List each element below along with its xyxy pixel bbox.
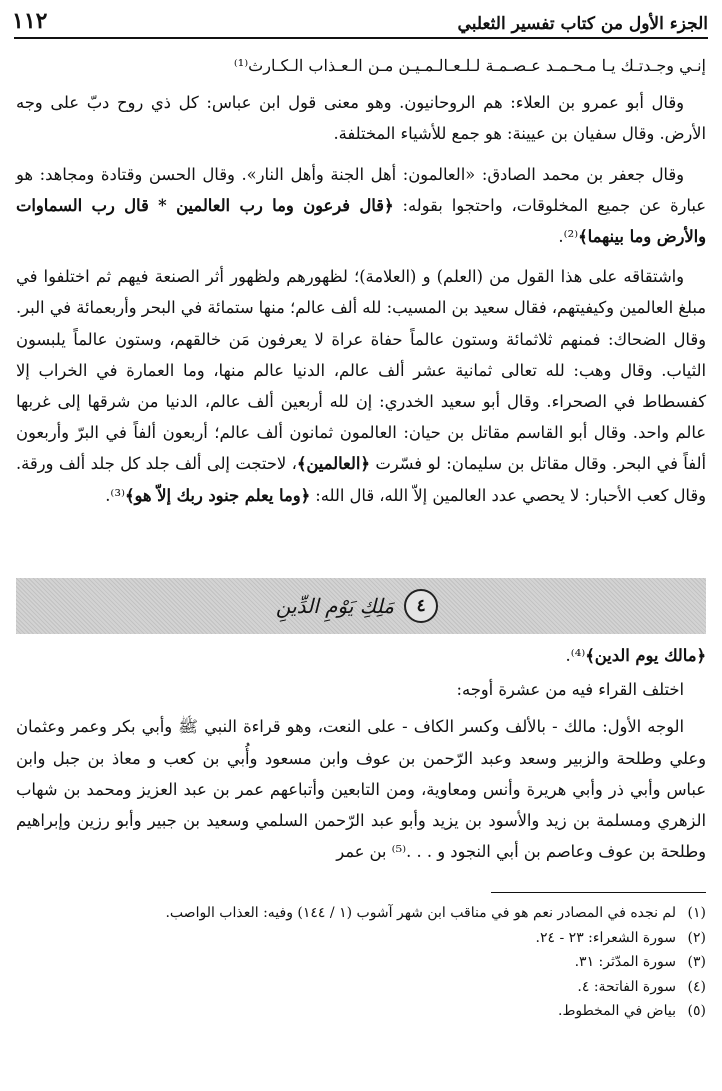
footnote-number: (٥) <box>687 1003 706 1019</box>
paragraph-text: ، لاحتجت إلى ألف جلد كل جلد ألف ورقة. وقال كعب الأحبار: لا يحصي عدد العالمين إلاّ الله، قال الله: <box>16 454 706 505</box>
footnote-number: (١) <box>687 905 706 921</box>
footnote <box>16 950 706 975</box>
main-text-continued <box>16 640 706 867</box>
header-rule <box>14 37 708 39</box>
verse-heading <box>16 640 706 671</box>
paragraph-text: واشتقاقه على هذا القول من (العلم) و (العلامة)؛ لظهورهم ولظهور أثر الصنعة فيهم ثم اختلفوا في مبلغ العالمين وكيفيتهم، فقال سعيد بن المسيب: لله ألف عالم؛ منها ستمائة في البحر وأربعمائة في البر. وقال الضحاك: فمنهم ثلاثمائة وستون عالماً حفاة عراة لا يعرفون مَن خالقهم، وستون عالماً يلبسون الثياب. وقال وهب: لله تعالى ثمانية عشر ألف عالم، الدنيا عالم منها، وما العمارة في الخراب إلا كفسطاط في الصحراء. وقال أبو سعيد الخدري: إن لله أربعين ألف عالم، الدنيا من شرقها إلى غربها عالم واحد. وقال أبو القاسم مقاتل بن حيان: العالمون ثمانون ألف عالم؛ أربعون ألفاً في البرّ وأربعون ألفاً في البحر. وقال مقاتل بن سليمان: لو فسّرت <box>16 267 706 474</box>
footnote <box>16 999 706 1024</box>
main-text <box>16 50 706 511</box>
footnote-text: سورة الفاتحة: ٤. <box>577 978 676 995</box>
paragraph: الوجه الأول: مالك - بالألف وكسر الكاف - على النعت، وهو قراءة النبي ﷺ وأبي بكر وعمر وعثمان وعلي وطلحة والزبير وسعد وعبد الرّحمن بن عوف وابن مسعود وأُبي بن كعب و معاذ بن جبل وابن عباس وأبي ذر وأبي هريرة وأنس ومعاوية، ومن التابعين وأتباعهم عمر بن عبد العزيز ومحمد بن شهاب الزهري ومسلمة بن زيد والأسود بن يزيد وأبو عبد الرّحمن السلمي وسعيد بن جبير وأبو رزين وإبراهيم وطلحة بن عوف وعاصم بن أبي النجود و . . .⁽⁵⁾ بن عمر <box>16 717 706 862</box>
verse-calligraphy: مَلِكِ يَوْمِ الدِّينِ <box>275 594 394 618</box>
verse-banner <box>16 578 706 634</box>
paragraph-text: وقال جعفر بن محمد الصادق: «العالمون: أهل الجنة وأهل النار». وقال الحسن وقتادة ومجاهد: هو عبارة عن جميع المخلوقات، واحتجوا بقوله: <box>16 164 706 215</box>
footnote-ref: ⁽³⁾. <box>105 485 125 505</box>
quran-verse: ﴿العالمين﴾ <box>296 454 370 474</box>
quran-verse: ﴿مالك يوم الدين﴾ <box>585 646 706 665</box>
footnote-text: سورة المدّثر: ٣١. <box>574 954 676 970</box>
poem-line: إنـي وجـدتـك يـا مـحـمـد عـصـمـة لـلـعـالـمـيـن مـن الـعـذاب الـكـارث⁽¹⁾ <box>233 56 706 75</box>
paragraph: وقال أبو عمرو بن العلاء: هم الروحانيون. وهو معنى قول ابن عباس: كل ذي روح دبّ على وجه الأرض. وقال سفيان بن عيينة: هو جمع للأشياء المختلفة. <box>16 93 706 144</box>
paragraph <box>16 159 706 253</box>
footnote <box>16 975 706 1000</box>
footnote-text: بياض في المخطوط. <box>558 1003 676 1019</box>
footnote-text: سورة الشعراء: ٢٣ - ٢٤. <box>535 929 676 946</box>
footnote-ref: ⁽²⁾. <box>558 227 579 247</box>
footnote-number: (٣) <box>687 954 706 970</box>
footnote <box>16 926 706 951</box>
footnotes <box>16 901 706 1024</box>
quran-verse: ﴿وما يعلم جنود ربك إلاّ هو﴾ <box>124 485 311 505</box>
paragraph <box>16 261 706 511</box>
quran-verse: ﴿قال فرعون وما رب العالمين * قال رب السماوات والأرض وما بينهما﴾ <box>16 195 706 247</box>
footnote-rule <box>491 892 706 893</box>
footnote-text: لم نجده في المصادر نعم هو في مناقب ابن شهر آشوب (١ / ١٤٤) وفيه: العذاب الواصب. <box>165 905 676 921</box>
verse-number-medallion: ٤ <box>404 589 438 623</box>
footnote <box>16 901 706 926</box>
footnote-ref: ⁽⁴⁾. <box>565 646 586 665</box>
paragraph: اختلف القراء فيه من عشرة أوجه: <box>456 680 684 700</box>
page-header <box>14 2 708 34</box>
running-title: الجزء الأول من كتاب تفسير الثعلبي <box>457 14 708 34</box>
footnote-number: (٢) <box>687 929 706 946</box>
page-number: ١١٢ <box>12 8 48 34</box>
footnote-number: (٤) <box>687 978 706 995</box>
